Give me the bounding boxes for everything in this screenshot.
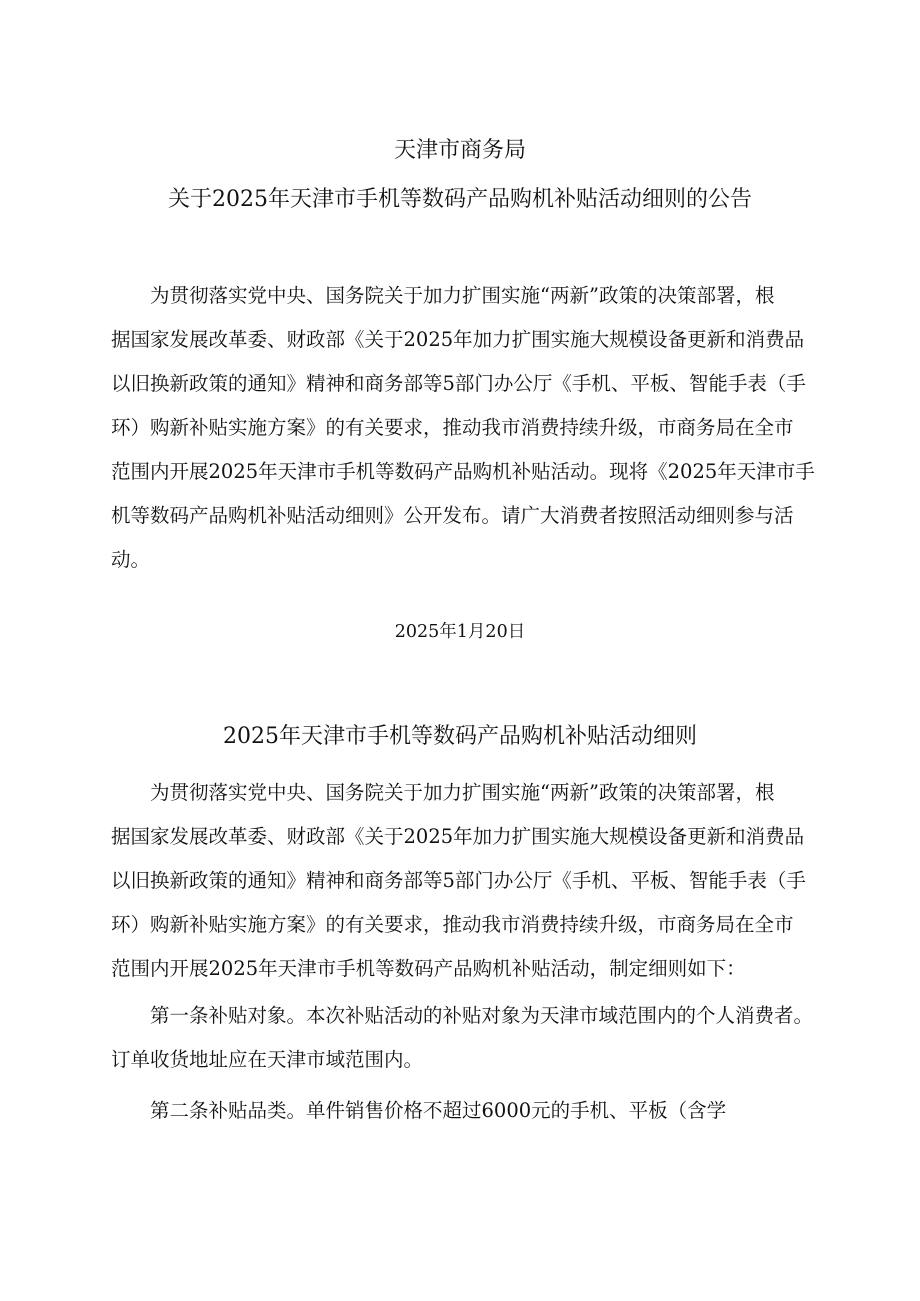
article-1-line: 第一条补贴对象。本次补贴活动的补贴对象为天津市域范围内的个人消费者。	[150, 1004, 814, 1027]
announcement-line: 机等数码产品购机补贴活动细则》公开发布。请广大消费者按照活动细则参与活	[111, 504, 794, 527]
article-1-line: 订单收货地址应在天津市域范围内。	[111, 1048, 424, 1071]
announcement-line: 以旧换新政策的通知》精神和商务部等5部门办公厅《手机、平板、智能手表（手	[111, 372, 806, 395]
announcement-line: 范围内开展2025年天津市手机等数码产品购机补贴活动。现将《2025年天津市手	[111, 460, 815, 483]
rules-intro-line: 以旧换新政策的通知》精神和商务部等5部门办公厅《手机、平板、智能手表（手	[111, 869, 806, 892]
rules-intro-line: 环）购新补贴实施方案》的有关要求，推动我市消费持续升级，市商务局在全市	[111, 913, 794, 936]
announcement-title: 关于2025年天津市手机等数码产品购机补贴活动细则的公告	[168, 187, 752, 212]
rules-intro-line: 据国家发展改革委、财政部《关于2025年加力扩围实施大规模设备更新和消费品	[111, 825, 805, 848]
announcement-line: 为贯彻落实党中央、国务院关于加力扩围实施“两新”政策的决策部署，根	[150, 284, 775, 307]
announcement-line: 环）购新补贴实施方案》的有关要求，推动我市消费持续升级，市商务局在全市	[111, 416, 794, 439]
issuing-authority: 天津市商务局	[393, 138, 526, 163]
announcement-line: 动。	[111, 548, 151, 571]
rules-intro-line: 范围内开展2025年天津市手机等数码产品购机补贴活动，制定细则如下：	[111, 957, 746, 980]
article-2-line: 第二条补贴品类。单件销售价格不超过6000元的手机、平板（含学	[150, 1099, 727, 1122]
rules-title: 2025年天津市手机等数码产品购机补贴活动细则	[223, 724, 697, 749]
announcement-line: 据国家发展改革委、财政部《关于2025年加力扩围实施大规模设备更新和消费品	[111, 328, 805, 351]
announcement-date: 2025年1月20日	[394, 622, 526, 642]
rules-intro-line: 为贯彻落实党中央、国务院关于加力扩围实施“两新”政策的决策部署，根	[150, 781, 775, 804]
